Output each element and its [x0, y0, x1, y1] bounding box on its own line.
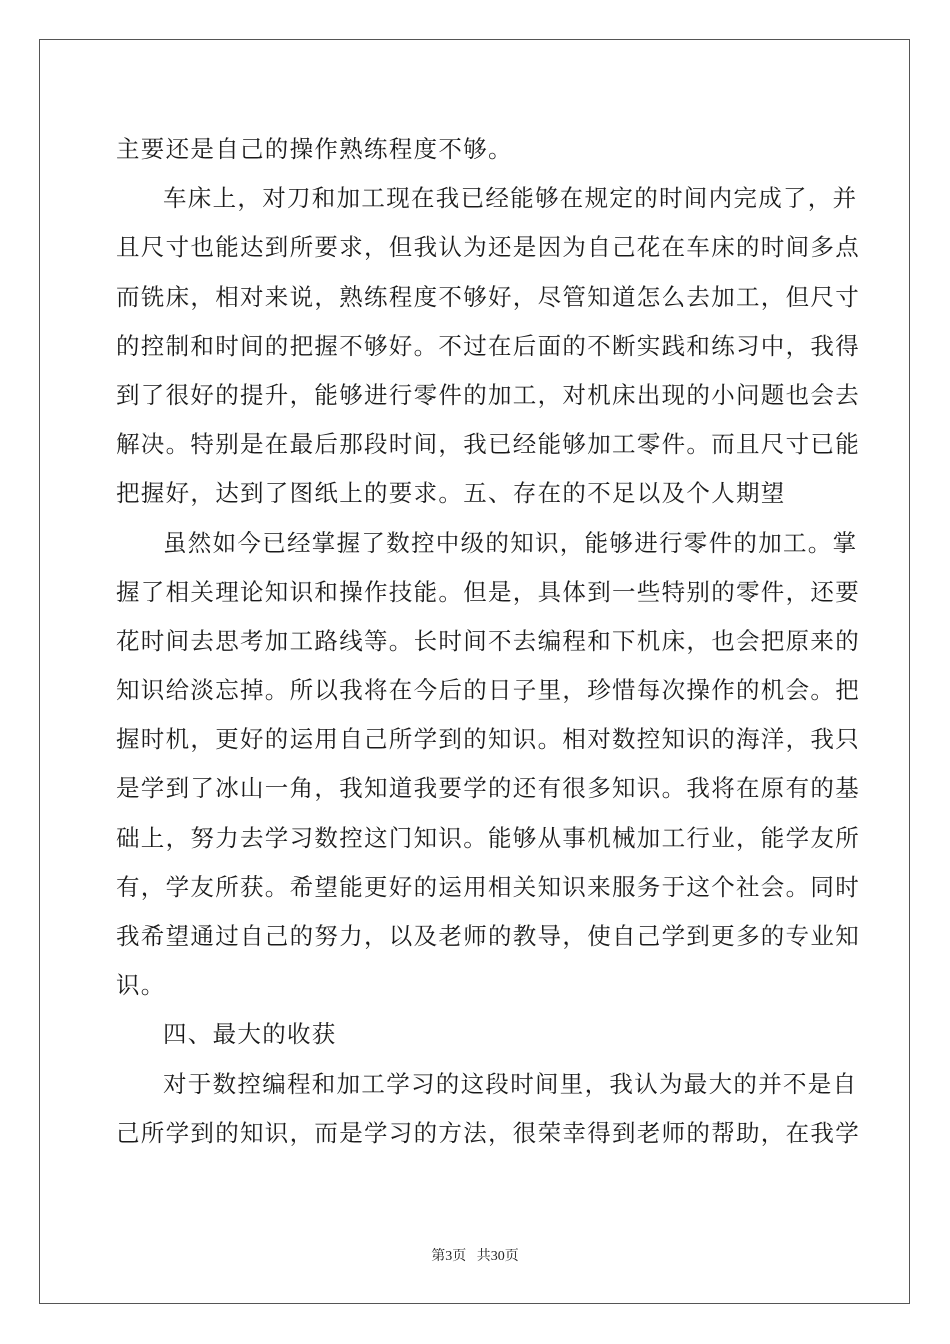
text-line: 对于数控编程和加工学习的这段时间里，我认为最大的并不是自 [163, 1069, 858, 1098]
text-line: 解决。特别是在最后那段时间，我已经能够加工零件。而且尺寸已能 [116, 430, 860, 459]
text-line: 主要还是自己的操作熟练程度不够。 [116, 135, 513, 163]
text-line: 车床上，对刀和加工现在我已经能够在规定的时间内完成了，并 [163, 184, 858, 213]
page-number: 第3页 [431, 1249, 467, 1264]
text-line: 知识给淡忘掉。所以我将在今后的日子里，珍惜每次操作的机会。把 [116, 676, 860, 705]
text-line: 有，学友所获。希望能更好的运用相关知识来服务于这个社会。同时 [116, 872, 860, 901]
text-line: 花时间去思考加工路线等。长时间不去编程和下机床，也会把原来的 [116, 626, 860, 655]
section-heading: 四、最大的收获 [163, 1020, 337, 1049]
page-footer [0, 1245, 950, 1265]
text-line: 础上，努力去学习数控这门知识。能够从事机械加工行业，能学友所 [116, 823, 860, 852]
text-line: 且尺寸也能达到所要求，但我认为还是因为自己花在车床的时间多点 [116, 233, 860, 262]
text-line: 我希望通过自己的努力，以及老师的教导，使自己学到更多的专业知 [116, 922, 860, 950]
text-line: 把握好，达到了图纸上的要求。五、存在的不足以及个人期望 [116, 479, 786, 508]
document-body [116, 125, 860, 1158]
text-line: 握时机，更好的运用自己所学到的知识。相对数控知识的海洋，我只 [116, 725, 860, 754]
page-total: 共30页 [476, 1249, 519, 1264]
text-line: 己所学到的知识，而是学习的方法，很荣幸得到老师的帮助，在我学 [116, 1118, 860, 1147]
text-line: 的控制和时间的把握不够好。不过在后面的不断实践和练习中，我得 [116, 331, 860, 360]
text-line: 识。 [116, 971, 166, 1000]
text-line: 到了很好的提升，能够进行零件的加工，对机床出现的小问题也会去 [116, 380, 860, 409]
text-line: 是学到了冰山一角，我知道我要学的还有很多知识。我将在原有的基 [116, 774, 860, 803]
text-line: 握了相关理论知识和操作技能。但是，具体到一些特别的零件，还要 [116, 577, 860, 606]
text-line: 而铣床，相对来说，熟练程度不够好，尽管知道怎么去加工，但尺寸 [116, 282, 860, 311]
text-line: 虽然如今已经掌握了数控中级的知识，能够进行零件的加工。掌 [163, 528, 858, 557]
